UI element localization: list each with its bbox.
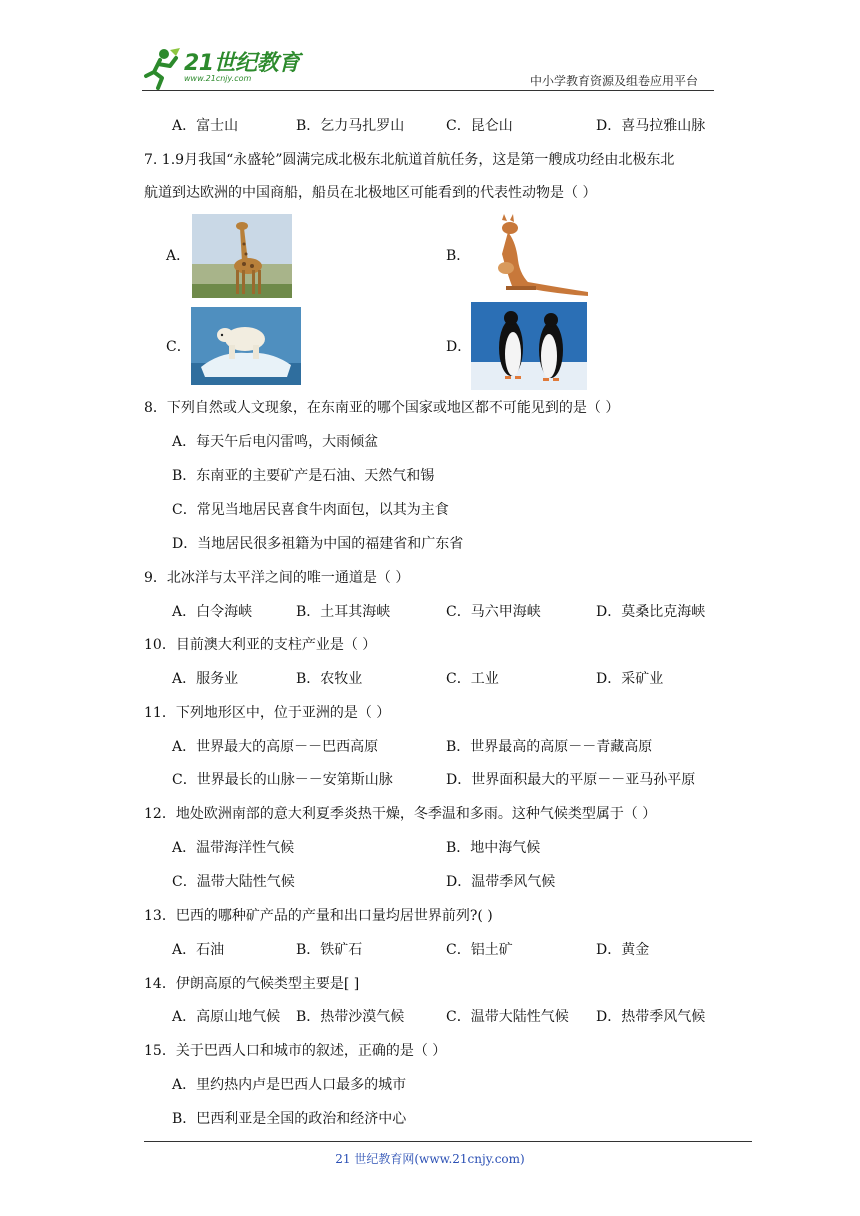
q7-stem-line1: 7. 1.9月我国“永盛轮”圆满完成北极东北航道首航任务，这是第一艘成功经由北极东北 [144,152,675,168]
q12-option-a: A．温带海洋性气候 [172,840,295,856]
q11-option-b: B．世界最高的高原－－青藏高原 [446,739,653,755]
kangaroo-image [472,214,590,298]
q15-option-a: A．里约热内卢是巴西人口最多的城市 [172,1077,407,1093]
polar-bear-image [191,307,301,385]
q8-option-c: C．常见当地居民喜食牛肉面包，以其为主食 [172,502,449,518]
q7-stem-line2: 航道到达欧洲的中国商船，船员在北极地区可能看到的代表性动物是（ ） [144,185,597,201]
q13-option-c: C．铝土矿 [446,942,513,958]
q6-option-b: B．乞力马扎罗山 [296,118,405,134]
q6-option-d: D．喜马拉雅山脉 [596,118,706,134]
q13-option-d: D．黄金 [596,942,650,958]
q7-option-c-label: C． [166,339,191,355]
q9-option-a: A．白令海峡 [172,604,253,620]
q12-stem: 12．地处欧洲南部的意大利夏季炎热干燥，冬季温和多雨。这种气候类型属于（ ） [144,806,657,822]
q10-stem: 10．目前澳大利亚的支柱产业是（ ） [144,637,377,653]
q9-option-c: C．马六甲海峡 [446,604,541,620]
q9-option-d: D．莫桑比克海峡 [596,604,706,620]
q15-stem: 15．关于巴西人口和城市的叙述，正确的是（ ） [144,1043,447,1059]
q9-option-b: B．土耳其海峡 [296,604,391,620]
q14-option-b: B．热带沙漠气候 [296,1009,405,1025]
q10-option-a: A．服务业 [172,671,239,687]
q13-option-b: B．铁矿石 [296,942,363,958]
site-logo[interactable] [140,44,310,92]
logo-wordmark: 21世纪教育 [184,51,300,76]
q11-stem: 11．下列地形区中，位于亚洲的是（ ） [144,705,391,721]
q11-option-c: C．世界最长的山脉－－安第斯山脉 [172,772,393,788]
penguins-image [471,302,587,390]
q10-option-c: C．工业 [446,671,499,687]
logo-url: www.21cnjy.com [184,74,252,83]
q9-stem: 9．北冰洋与太平洋之间的唯一通道是（ ） [144,570,410,586]
q7-option-b-label: B． [446,248,471,264]
q11-option-d: D．世界面积最大的平原－－亚马孙平原 [446,772,696,788]
q12-option-b: B．地中海气候 [446,840,541,856]
q8-option-a: A．每天午后电闪雷鸣，大雨倾盆 [172,434,379,450]
q8-stem: 8．下列自然或人文现象，在东南亚的哪个国家或地区都不可能见到的是（ ） [144,400,620,416]
q7-option-d-label: D． [446,339,472,355]
q6-option-c: C．昆仑山 [446,118,513,134]
q12-option-c: C．温带大陆性气候 [172,874,295,890]
q14-option-a: A．高原山地气候 [172,1009,281,1025]
q11-option-a: A．世界最大的高原－－巴西高原 [172,739,379,755]
header-platform-text: 中小学教育资源及组卷应用平台 [530,74,699,88]
q10-option-b: B．农牧业 [296,671,363,687]
q15-option-b: B．巴西利亚是全国的政治和经济中心 [172,1111,407,1127]
q14-option-d: D．热带季风气候 [596,1009,706,1025]
q13-option-a: A．石油 [172,942,225,958]
giraffe-image [192,214,292,298]
q6-option-a: A．富士山 [172,118,239,134]
header-divider [142,90,714,91]
q13-stem: 13．巴西的哪种矿产品的产量和出口量均居世界前列?( ) [144,908,493,924]
footer-divider [144,1141,752,1142]
q8-option-d: D．当地居民很多祖籍为中国的福建省和广东省 [172,536,464,552]
q10-option-d: D．采矿业 [596,671,664,687]
footer-link[interactable]: 21 世纪教育网(www.21cnjy.com) [335,1152,525,1166]
q8-option-b: B．东南亚的主要矿产是石油、天然气和锡 [172,468,435,484]
q14-stem: 14．伊朗高原的气候类型主要是[ ] [144,976,360,992]
q7-option-a-label: A． [166,248,191,264]
q12-option-d: D．温带季风气候 [446,874,556,890]
q14-option-c: C．温带大陆性气候 [446,1009,569,1025]
runner-logo-icon [140,46,184,90]
